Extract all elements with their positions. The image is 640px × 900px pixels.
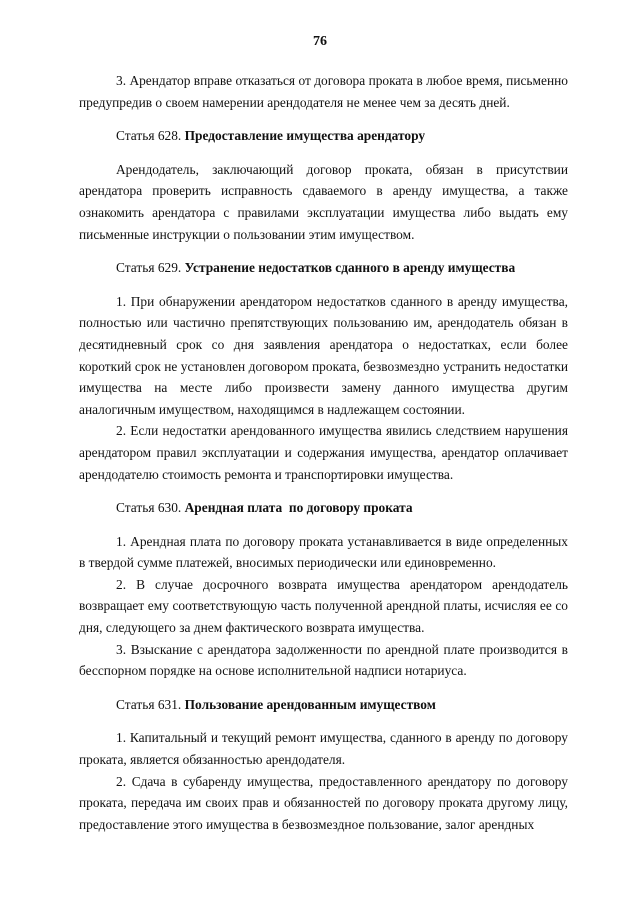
article-heading [79,125,568,147]
article-number: Статья 629. [116,260,182,276]
paragraph: 1. Арендная плата по договору проката устанавливается в виде определенных в твердой сумме платежей, вносимых периодически или единовременно. [79,533,568,571]
paragraph: 2. Если недостатки арендованного имущества явились следствием нарушения арендатором правил эксплуатации и содержания имущества, арендатор оплачивает арендодателю стоимость ремонта и транспортировки имущества. [79,423,568,482]
article-number: Статья 631. [116,696,182,712]
article-heading [79,694,568,716]
article-title: Устранение недостатков сданного в аренду имущества [184,260,516,276]
paragraph: 3. Взыскание с арендатора задолженности по арендной плате производится в бесспорном порядке на основе исполнительной надписи нотариуса. [79,641,568,679]
paragraph: 2. Сдача в субаренду имущества, предоставленного арендатору по договору проката, передача им своих прав и обязанностей по договору проката другому лицу, предоставление этого имущества в безвозмездное пользование, залог арендных [79,773,568,832]
page-number: 76 [313,34,327,49]
article-title: Пользование арендованным имуществом [184,696,436,712]
article-title: Предоставление имущества арендатору [184,128,426,144]
paragraph: 3. Арендатор вправе отказаться от договора проката в любое время, письменно предупредив о своем намерении арендодателя не менее чем за десять дней. [79,73,568,110]
article-number: Статья 628. [116,128,182,144]
paragraph: 1. При обнаружении арендатором недостатков сданного в аренду имущества, полностью или частично препятствующих пользованию им, арендодатель обязан в десятидневный срок со дня заявления арендатора о недостатках, если более короткий срок не установлен договором проката, безвозмездно устранить недостатки имущества на месте либо произвести замену данного имущества другим аналогичным имуществом, находящимся в надлежащем состоянии. [79,293,568,417]
document-body [79,70,568,835]
article-number: Статья 630. [116,500,182,516]
article-title: Арендная плата по договору проката [184,500,413,516]
paragraph: 1. Капитальный и текущий ремонт имущества, сданного в аренду по договору проката, является обязанностью арендодателя. [79,730,568,768]
article-heading [79,497,568,519]
article-heading [79,257,568,279]
paragraph: 2. В случае досрочного возврата имущества арендатором арендодатель возвращает ему соответствующую часть полученной арендной платы, исчисляя ее со дня, следующего за днем фактического возврата имущества. [79,576,568,636]
paragraph: Арендодатель, заключающий договор проката, обязан в присутствии арендатора проверить исправность сдаваемого в аренду имущества, а также ознакомить арендатора с правилами эксплуатации имущества либо выдать ему письменные инструкции о пользовании этим имуществом. [79,161,568,242]
